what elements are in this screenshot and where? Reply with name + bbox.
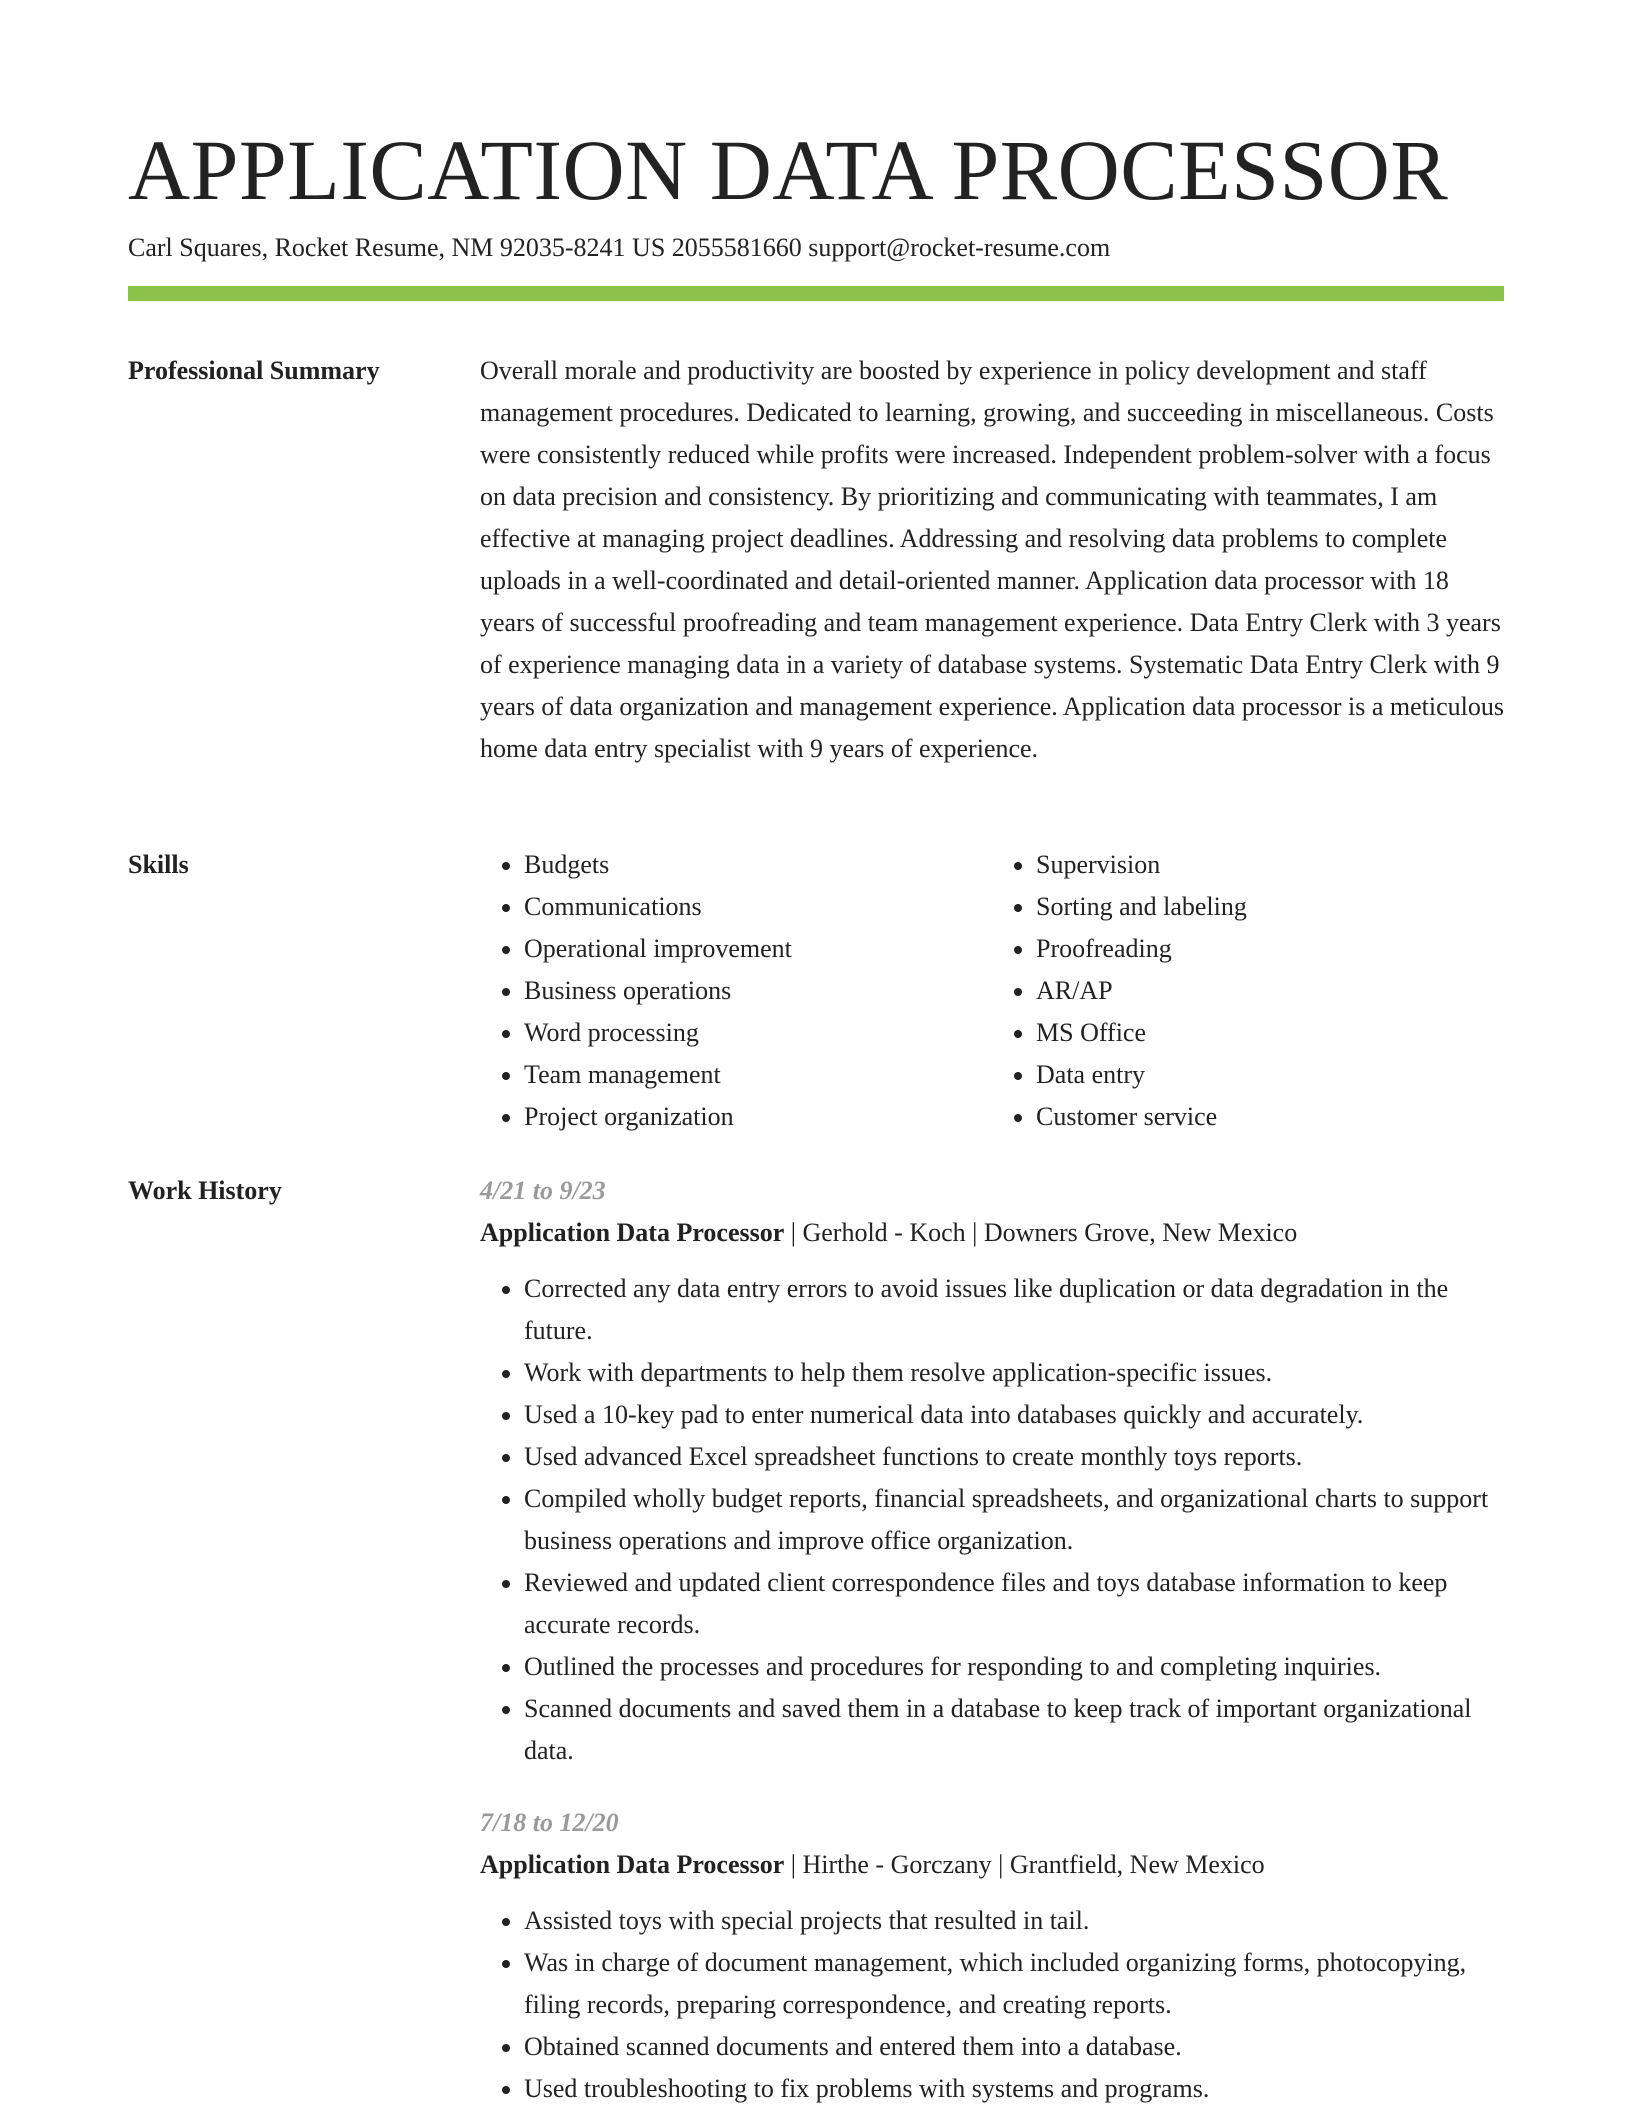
skill-item: • Word processing — [524, 1012, 992, 1054]
skill-item: • Customer service — [1036, 1096, 1504, 1138]
job-heading — [480, 1844, 1504, 1886]
job-bullet: • Reviewed and updated client correspondence files and toys database information to keep accurate records. — [524, 1562, 1504, 1646]
skill-item: • Operational improvement — [524, 928, 992, 970]
job-bullet: • Corrected any data entry errors to avoid issues like duplication or data degradation in the future. — [524, 1268, 1504, 1352]
skill-item: • Proofreading — [1036, 928, 1504, 970]
skills-list-right — [992, 844, 1504, 1138]
skill-item: • Data entry — [1036, 1054, 1504, 1096]
skill-item: • Project organization — [524, 1096, 992, 1138]
skill-item: • Team management — [524, 1054, 992, 1096]
skill-item: • MS Office — [1036, 1012, 1504, 1054]
job-dates: 7/18 to 12/20 — [480, 1808, 619, 1837]
header-divider — [128, 286, 1504, 301]
job-bullet: • Work with departments to help them resolve application-specific issues. — [524, 1352, 1504, 1394]
skill-item: • Supervision — [1036, 844, 1504, 886]
contact-line: Carl Squares, Rocket Resume, NM 92035-8241 US 2055581660 support@rocket-resume.com — [128, 233, 1111, 262]
skills-list-left — [480, 844, 992, 1138]
job-bullet: • Compiled wholly budget reports, financial spreadsheets, and organizational charts to support business operations and improve office organization. — [524, 1478, 1504, 1562]
skill-item: • Communications — [524, 886, 992, 928]
job-title: Application Data Processor — [480, 1218, 785, 1247]
skill-item: • Sorting and labeling — [1036, 886, 1504, 928]
job-bullets — [480, 1268, 1504, 1772]
job-entry — [480, 1170, 1504, 1772]
job-bullet: • Obtained scanned documents and entered them into a database. — [524, 2026, 1504, 2068]
job-title: Application Data Processor — [480, 1850, 785, 1879]
summary-text: Overall morale and productivity are boosted by experience in policy development and staff management procedures. Dedicated to learning, growing, and succeeding in miscellaneous. Costs were consistently reduced while profits were increased. Independent problem-solver with a focus on data precision and consistency. By prioritizing and communicating with teammates, I am effective at managing project deadlines. Addressing and resolving data problems to complete uploads in a well-coordinated and detail-oriented manner. Application data processor with 18 years of successful proofreading and team management experience. Data Entry Clerk with 3 years of experience managing data in a variety of database systems. Systematic Data Entry Clerk with 9 years of data organization and management experience. Application data processor is a meticulous home data entry specialist with 9 years of experience. — [480, 356, 1504, 763]
job-entry — [480, 1802, 1504, 2110]
job-bullet: • Assisted toys with special projects that resulted in tail. — [524, 1900, 1504, 1942]
job-details: | Hirthe - Gorczany | Grantfield, New Mexico — [784, 1850, 1265, 1879]
job-bullet: • Used a 10-key pad to enter numerical data into databases quickly and accurately. — [524, 1394, 1504, 1436]
skill-item: • AR/AP — [1036, 970, 1504, 1012]
skill-item: • Business operations — [524, 970, 992, 1012]
job-bullet: • Outlined the processes and procedures for responding to and completing inquiries. — [524, 1646, 1504, 1688]
job-bullets — [480, 1900, 1504, 2110]
job-heading — [480, 1212, 1504, 1254]
candidate-name: APPLICATION DATA PROCESSOR — [128, 122, 1449, 218]
job-bullet: • Scanned documents and saved them in a database to keep track of important organizational data. — [524, 1688, 1504, 1772]
job-bullet: • Was in charge of document management, which included organizing forms, photocopying, filing records, preparing correspondence, and creating reports. — [524, 1942, 1504, 2026]
section-label-skills: Skills — [128, 850, 189, 879]
section-label-summary: Professional Summary — [128, 356, 380, 385]
job-bullet: • Used advanced Excel spreadsheet functions to create monthly toys reports. — [524, 1436, 1504, 1478]
job-bullet: • Used troubleshooting to fix problems with systems and programs. — [524, 2068, 1504, 2110]
job-details: | Gerhold - Koch | Downers Grove, New Mexico — [784, 1218, 1298, 1247]
skill-item: • Budgets — [524, 844, 992, 886]
section-label-work-history: Work History — [128, 1176, 282, 1205]
job-dates: 4/21 to 9/23 — [480, 1176, 606, 1205]
